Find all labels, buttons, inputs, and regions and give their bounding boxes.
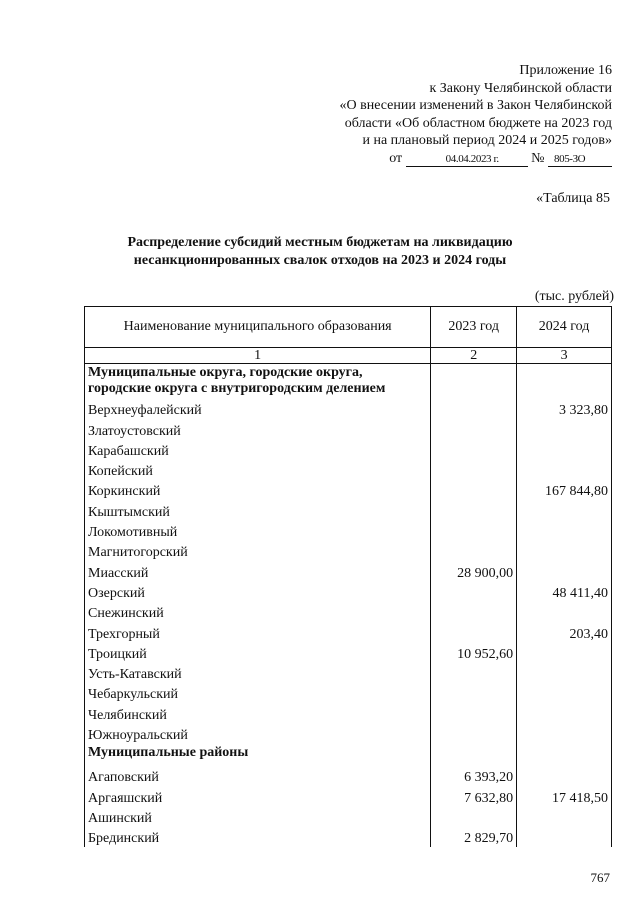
municipality-name: Озерский bbox=[85, 582, 431, 602]
value-2024 bbox=[517, 683, 612, 703]
municipality-name: Челябинский bbox=[85, 703, 431, 723]
value-2024 bbox=[517, 724, 612, 744]
table-row bbox=[85, 683, 612, 703]
empty-cell bbox=[517, 364, 612, 400]
municipality-name: Магнитогорский bbox=[85, 541, 431, 561]
table-row bbox=[85, 440, 612, 460]
law-date-number-line bbox=[340, 150, 613, 168]
column-index-row bbox=[85, 348, 612, 364]
column-header-2023: 2023 год bbox=[431, 307, 517, 348]
value-2023 bbox=[431, 724, 517, 744]
column-header-name: Наименование муниципального образования bbox=[85, 307, 431, 348]
table-row bbox=[85, 766, 612, 786]
table-row bbox=[85, 500, 612, 520]
table-row bbox=[85, 480, 612, 500]
header-line: Приложение 16 bbox=[519, 63, 612, 78]
value-2024 bbox=[517, 827, 612, 847]
municipality-name: Миасский bbox=[85, 561, 431, 581]
table-row bbox=[85, 786, 612, 806]
value-2023 bbox=[431, 683, 517, 703]
municipality-name: Брединский bbox=[85, 827, 431, 847]
table-row bbox=[85, 561, 612, 581]
value-2024: 203,40 bbox=[517, 622, 612, 642]
section-heading-line: Муниципальные округа, городские округа, bbox=[88, 365, 363, 380]
municipality-name: Троицкий bbox=[85, 643, 431, 663]
value-2023 bbox=[431, 602, 517, 622]
value-2024 bbox=[517, 419, 612, 439]
header-line: «О внесении изменений в Закон Челябинской bbox=[339, 98, 612, 113]
column-index: 1 bbox=[85, 348, 431, 364]
value-2024 bbox=[517, 643, 612, 663]
table-row bbox=[85, 460, 612, 480]
table-row bbox=[85, 807, 612, 827]
municipality-name: Златоустовский bbox=[85, 419, 431, 439]
table-header-row bbox=[85, 307, 612, 348]
municipality-name: Кыштымский bbox=[85, 500, 431, 520]
table-row bbox=[85, 602, 612, 622]
table-row bbox=[85, 521, 612, 541]
table-row bbox=[85, 643, 612, 663]
section-row-okruga bbox=[85, 364, 612, 400]
value-2024 bbox=[517, 807, 612, 827]
value-2023: 28 900,00 bbox=[431, 561, 517, 581]
municipality-name: Карабашский bbox=[85, 440, 431, 460]
value-2024: 17 418,50 bbox=[517, 786, 612, 806]
table-row bbox=[85, 622, 612, 642]
value-2024 bbox=[517, 541, 612, 561]
table-row bbox=[85, 703, 612, 723]
municipality-name: Агаповский bbox=[85, 766, 431, 786]
municipality-name: Копейский bbox=[85, 460, 431, 480]
value-2024 bbox=[517, 460, 612, 480]
table-row bbox=[85, 541, 612, 561]
municipality-name: Верхнеуфалейский bbox=[85, 399, 431, 419]
municipality-name: Аргаяшский bbox=[85, 786, 431, 806]
table-row bbox=[85, 724, 612, 744]
municipality-name: Трехгорный bbox=[85, 622, 431, 642]
value-2023 bbox=[431, 480, 517, 500]
value-2024 bbox=[517, 663, 612, 683]
value-2023 bbox=[431, 500, 517, 520]
value-2023: 2 829,70 bbox=[431, 827, 517, 847]
value-2024 bbox=[517, 766, 612, 786]
appendix-header bbox=[340, 62, 613, 167]
value-2024 bbox=[517, 440, 612, 460]
title-line: несанкционированных свалок отходов на 2023 и 2024 годы bbox=[133, 253, 507, 268]
value-2024 bbox=[517, 521, 612, 541]
column-index: 3 bbox=[517, 348, 612, 364]
value-2024: 48 411,40 bbox=[517, 582, 612, 602]
municipality-name: Локомотивный bbox=[85, 521, 431, 541]
value-2023 bbox=[431, 541, 517, 561]
value-2023: 10 952,60 bbox=[431, 643, 517, 663]
section-heading-line: городские округа с внутригородским делением bbox=[88, 381, 386, 396]
table-row bbox=[85, 582, 612, 602]
value-2023 bbox=[431, 582, 517, 602]
section-heading bbox=[85, 364, 431, 400]
column-index: 2 bbox=[431, 348, 517, 364]
municipality-name: Южноуральский bbox=[85, 724, 431, 744]
value-2023 bbox=[431, 460, 517, 480]
units-label: (тыс. рублей) bbox=[534, 289, 614, 304]
value-2023 bbox=[431, 663, 517, 683]
law-date: 04.04.2023 г. bbox=[406, 152, 528, 167]
value-2023 bbox=[431, 419, 517, 439]
empty-cell bbox=[517, 744, 612, 766]
table-row bbox=[85, 827, 612, 847]
value-2024 bbox=[517, 602, 612, 622]
number-label: № bbox=[531, 150, 545, 166]
header-line: и на плановый период 2024 и 2025 годов» bbox=[362, 133, 612, 148]
header-line: к Закону Челябинской области bbox=[429, 80, 612, 96]
table-row bbox=[85, 399, 612, 419]
column-header-2024: 2024 год bbox=[517, 307, 612, 348]
municipality-name: Чебаркульский bbox=[85, 683, 431, 703]
value-2023 bbox=[431, 399, 517, 419]
value-2023: 7 632,80 bbox=[431, 786, 517, 806]
municipality-name: Снежинский bbox=[85, 602, 431, 622]
table-row bbox=[85, 419, 612, 439]
value-2023 bbox=[431, 622, 517, 642]
value-2024 bbox=[517, 561, 612, 581]
document-title bbox=[0, 234, 640, 270]
value-2023 bbox=[431, 440, 517, 460]
title-line: Распределение субсидий местным бюджетам на ликвидацию bbox=[127, 235, 513, 250]
section-row-rayony bbox=[85, 744, 612, 766]
value-2023 bbox=[431, 807, 517, 827]
table-label: «Таблица 85 bbox=[536, 191, 610, 206]
value-2023 bbox=[431, 703, 517, 723]
value-2024: 167 844,80 bbox=[517, 480, 612, 500]
value-2024: 3 323,80 bbox=[517, 399, 612, 419]
ot-label: от bbox=[389, 150, 403, 166]
municipality-name: Коркинский bbox=[85, 480, 431, 500]
header-line: области «Об областном бюджете на 2023 год bbox=[344, 115, 612, 131]
value-2024 bbox=[517, 703, 612, 723]
value-2024 bbox=[517, 500, 612, 520]
empty-cell bbox=[431, 744, 517, 766]
municipality-name: Ашинский bbox=[85, 807, 431, 827]
municipality-name: Усть-Катавский bbox=[85, 663, 431, 683]
value-2023 bbox=[431, 521, 517, 541]
section-heading: Муниципальные районы bbox=[85, 744, 431, 766]
subsidy-table bbox=[84, 306, 612, 847]
empty-cell bbox=[431, 364, 517, 400]
table-row bbox=[85, 663, 612, 683]
page-number: 767 bbox=[590, 870, 610, 885]
law-number: 805-ЗО bbox=[548, 152, 612, 167]
value-2023: 6 393,20 bbox=[431, 766, 517, 786]
